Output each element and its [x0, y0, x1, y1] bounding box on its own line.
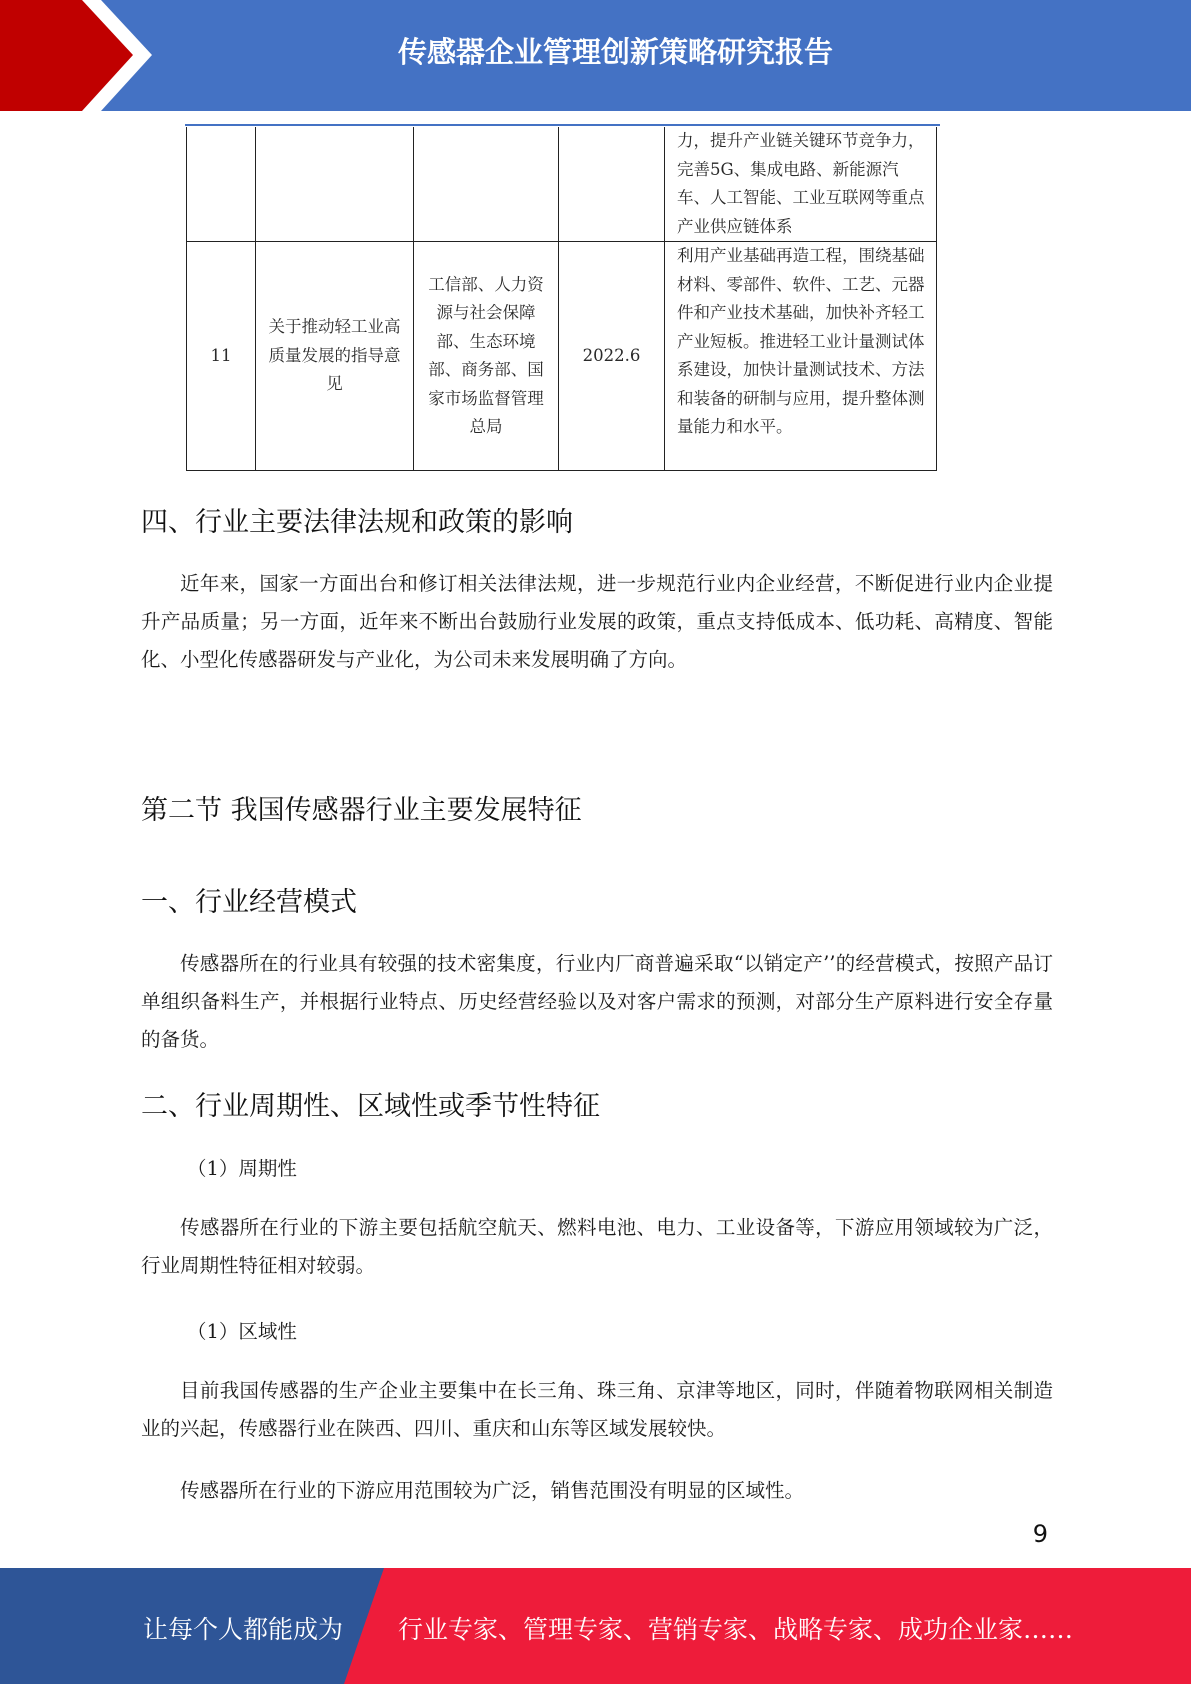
cell-dept: 工信部、人力资源与社会保障部、生态环境部、商务部、国家市场监督管理总局	[414, 242, 559, 471]
footer-slogan-right: 行业专家、管理专家、营销专家、战略专家、成功企业家……	[398, 1615, 1074, 1644]
cell-dept	[414, 127, 559, 242]
report-title: 传感器企业管理创新策略研究报告	[397, 35, 833, 69]
cell-no: 11	[187, 242, 256, 471]
cell-content: 力，提升产业链关键环节竞争力，完善5G、集成电路、新能源汽车、人工智能、工业互联网等重点产业供应链体系	[665, 127, 937, 242]
chapter-heading: 第二节 我国传感器行业主要发展特征	[141, 795, 582, 826]
section-heading: 四、行业主要法律法规和政策的影响	[141, 507, 573, 538]
section-paragraph: 近年来，国家一方面出台和修订相关法律法规，进一步规范行业内企业经营，不断促进行业内企业提升产品质量；另一方面，近年来不断出台鼓励行业发展的政策，重点支持低成本、低功耗、高精度、智能化、小型化传感器研发与产业化，为公司未来发展明确了方向。	[141, 572, 1053, 671]
cell-name	[256, 127, 414, 242]
subsection-label: （1）周期性	[187, 1157, 297, 1180]
cell-no	[187, 127, 256, 242]
policy-table	[186, 127, 937, 471]
section-paragraph: 传感器所在行业的下游应用范围较为广泛，销售范围没有明显的区域性。	[180, 1479, 805, 1502]
section-paragraph: 传感器所在的行业具有较强的技术密集度，行业内厂商普遍采取“以销定产’’的经营模式，按照产品订单组织备料生产，并根据行业特点、历史经营经验以及对客户需求的预测，对部分生产原料进行安全存量的备货。	[141, 952, 1053, 1051]
page-footer	[0, 1568, 1191, 1684]
table-top-rule	[185, 124, 940, 126]
page-number: 9	[1032, 1520, 1048, 1548]
cell-date: 2022.6	[559, 242, 665, 471]
cell-date	[559, 127, 665, 242]
footer-slogan-left: 让每个人都能成为	[143, 1615, 344, 1644]
section-heading: 二、行业周期性、区域性或季节性特征	[141, 1091, 600, 1122]
cell-content: 利用产业基础再造工程，围绕基础材料、零部件、软件、工艺、元器件和产业技术基础，加快补齐轻工产业短板。推进轻工业计量测试体系建设，加快计量测试技术、方法和装备的研制与应用，提升整体测量能力和水平。	[665, 242, 937, 471]
section-heading: 一、行业经营模式	[141, 887, 357, 918]
table-row	[187, 242, 937, 471]
cell-name: 关于推动轻工业高质量发展的指导意见	[256, 242, 414, 471]
subsection-label: （1）区域性	[187, 1320, 297, 1343]
page-header	[0, 0, 1191, 111]
section-paragraph: 传感器所在行业的下游主要包括航空航天、燃料电池、电力、工业设备等，下游应用领域较为广泛，行业周期性特征相对较弱。	[141, 1216, 1053, 1277]
table-row	[187, 127, 937, 242]
section-paragraph: 目前我国传感器的生产企业主要集中在长三角、珠三角、京津等地区，同时，伴随着物联网相关制造业的兴起，传感器行业在陕西、四川、重庆和山东等区域发展较快。	[141, 1379, 1053, 1440]
